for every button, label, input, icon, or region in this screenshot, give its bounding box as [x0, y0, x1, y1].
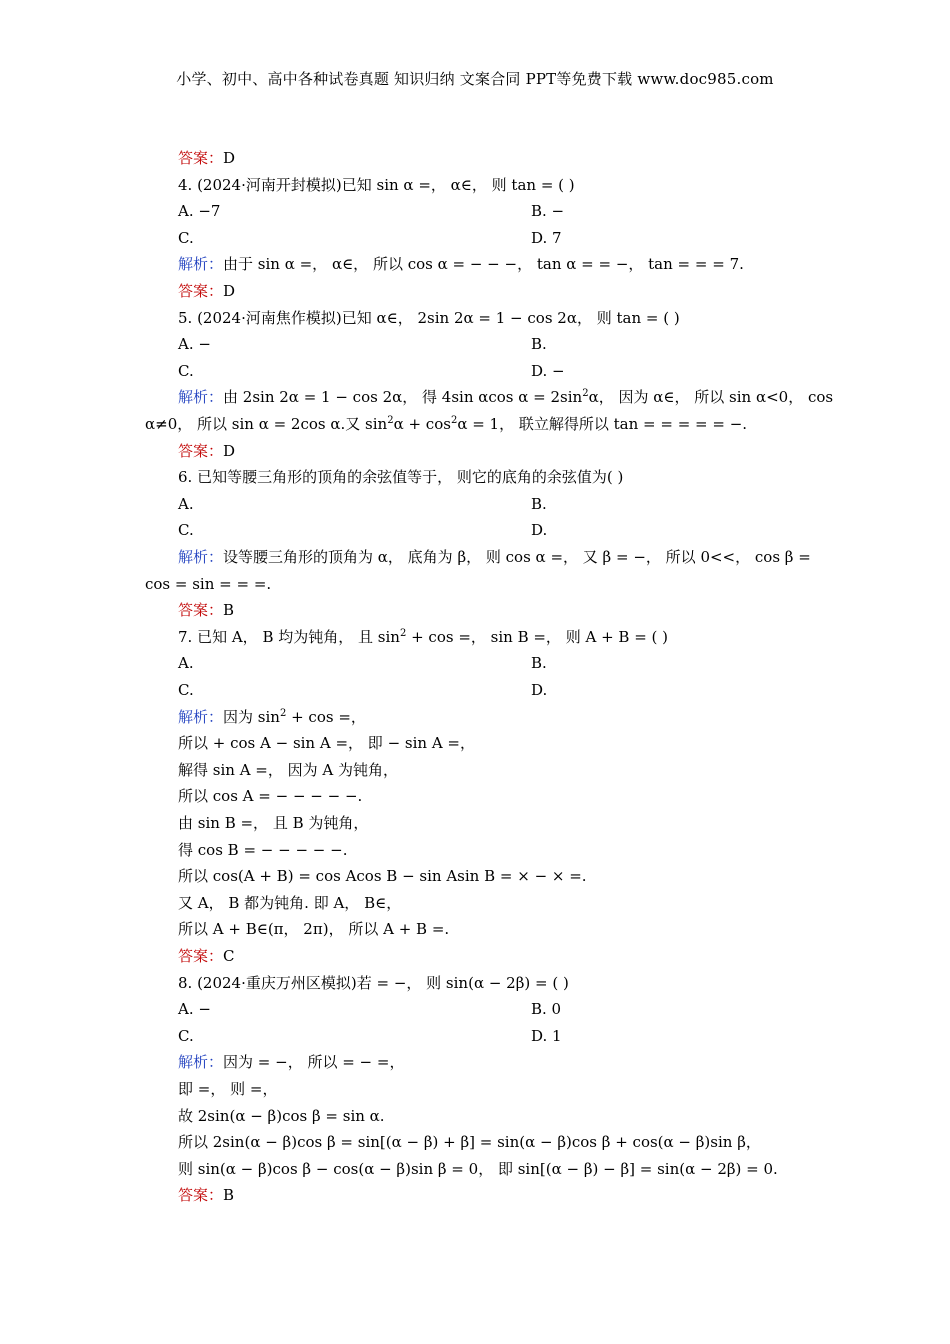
answer-label: 答案： [178, 442, 224, 460]
option-left: A. −7 [178, 202, 221, 220]
text-line: 所以 cos(A + B) = cos Acos B − sin Asin B = × − × =. [178, 867, 587, 885]
option-left: C. [178, 1027, 194, 1045]
text-line: 8. (2024·重庆万州区模拟)若 = −， 则 sin(α − 2β) = ( ) [178, 974, 569, 992]
answer-value: C [223, 947, 235, 965]
analysis-label: 解析： [178, 548, 224, 566]
option-right: B. 0 [531, 1000, 562, 1018]
text-line: 6. 已知等腰三角形的顶角的余弦值等于， 则它的底角的余弦值为( ) [178, 468, 624, 486]
answer-value: B [223, 601, 235, 619]
analysis-text: 由于 sin α =， α∈， 所以 cos α = − − −， tan α = = −， tan = = = 7. [223, 255, 744, 273]
text-line: cos = sin = = =. [145, 575, 272, 593]
option-right: D. [531, 681, 548, 699]
answer-line [178, 946, 235, 966]
analysis-label: 解析： [178, 1053, 224, 1071]
text-line: 由 sin B =， 且 B 为钝角， [178, 814, 369, 832]
analysis-line [178, 1052, 404, 1072]
answer-line [178, 441, 235, 461]
answer-value: D [223, 282, 236, 300]
analysis-line [178, 707, 366, 727]
answer-value: D [223, 442, 236, 460]
analysis-text: 因为 $\sin^2 + \cos$ =， [223, 708, 366, 726]
text-line: 故 2sin(α − β)cos β = sin α. [178, 1107, 385, 1125]
answer-line [178, 281, 235, 301]
answer-label: 答案： [178, 282, 224, 300]
option-left: A. [178, 654, 194, 672]
analysis-line [178, 387, 833, 407]
analysis-label: 解析： [178, 255, 224, 273]
text-line: 解得 sin A =， 因为 A 为钝角， [178, 761, 398, 779]
text-line: 则 sin(α − β)cos β − cos(α − β)sin β = 0， 即 sin[(α − β) − β] = sin(α − 2β) = 0. [178, 1160, 778, 1178]
option-right: B. − [531, 202, 565, 220]
option-right: D. 1 [531, 1027, 562, 1045]
analysis-text: 设等腰三角形的顶角为 α， 底角为 β， 则 cos α =， 又 β = −， 所以 0<<， cos β = [223, 548, 811, 566]
text-line: 5. (2024·河南焦作模拟)已知 α∈， 2sin 2α = 1 − cos 2α， 则 tan = ( ) [178, 309, 680, 327]
answer-label: 答案： [178, 947, 224, 965]
option-left: A. − [178, 335, 211, 353]
answer-value: D [223, 149, 236, 167]
option-right: D. 7 [531, 229, 562, 247]
option-right: B. [531, 495, 547, 513]
option-right: D. − [531, 362, 565, 380]
option-left: C. [178, 362, 194, 380]
answer-line [178, 600, 234, 620]
answer-label: 答案： [178, 601, 224, 619]
option-right: D. [531, 521, 548, 539]
text-line: 所以 2sin(α − β)cos β = sin[(α − β) + β] = sin(α − β)cos β + cos(α − β)sin β， [178, 1133, 761, 1151]
analysis-line [178, 547, 811, 567]
answer-label: 答案： [178, 149, 224, 167]
analysis-label: 解析： [178, 388, 224, 406]
option-left: C. [178, 521, 194, 539]
answer-label: 答案： [178, 1186, 224, 1204]
analysis-text: 由 2sin 2α = 1 − cos 2α， 得 4sin αcos $\alpha = 2\sin^2\alpha$， 因为 α∈， 所以 sin α<0， cos [223, 388, 834, 406]
option-right: B. [531, 335, 547, 353]
analysis-label: 解析： [178, 708, 224, 726]
text-line: 4. (2024·河南开封模拟)已知 sin α =， α∈， 则 tan = ( ) [178, 176, 575, 194]
option-left: C. [178, 229, 194, 247]
option-right: B. [531, 654, 547, 672]
analysis-text: 因为 = −， 所以 = − =， [223, 1053, 405, 1071]
option-left: A. [178, 495, 194, 513]
analysis-line [178, 254, 744, 274]
option-left: C. [178, 681, 194, 699]
text-line: 所以 cos A = − − − − −. [178, 787, 363, 805]
text-line: 所以 + cos A − sin A =， 即 − sin A =， [178, 734, 475, 752]
answer-line [178, 1185, 234, 1205]
text-line: 7. 已知 A， B 均为钝角， 且 $\sin^2 + \cos$ =， sin B =， 则 A + B = ( ) [178, 628, 669, 646]
answer-line [178, 148, 235, 168]
text-line: 又 A， B 都为钝角. 即 A， B∈， [178, 894, 402, 912]
text-line: 即 =， 则 =， [178, 1080, 278, 1098]
text-line: 得 cos B = − − − − −. [178, 841, 348, 859]
page-header: 小学、初中、高中各种试卷真题 知识归纳 文案合同 PPT等免费下载 www.doc985.com [176, 70, 774, 88]
text-line: 所以 A + B∈(π， 2π)， 所以 A + B =. [178, 920, 450, 938]
text-line: α≠0， 所以 sin α = 2cos α.又 $\sin^2\alpha + \cos^2\alpha = 1$， 联立解得所以 tan = = = = = −. [145, 415, 748, 433]
answer-value: B [223, 1186, 235, 1204]
option-left: A. − [178, 1000, 211, 1018]
